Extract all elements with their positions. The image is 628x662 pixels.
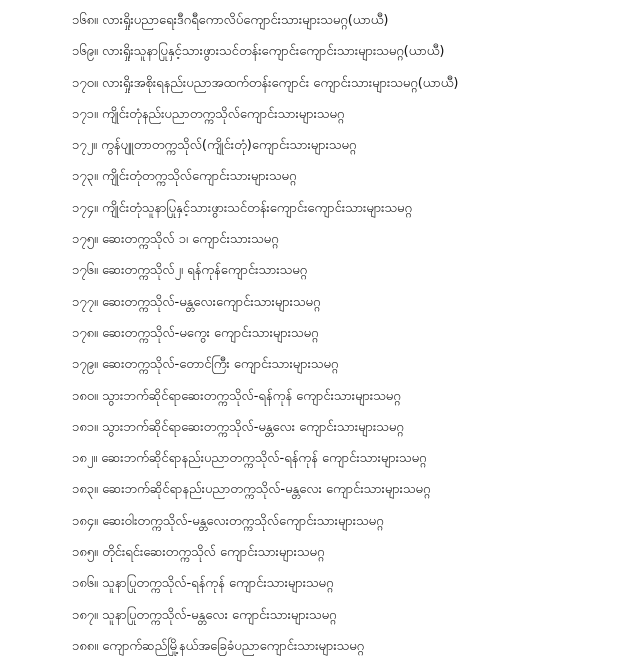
list-item: ၁၇၁။ ကျိုင်းတုံနည်းပညာတက္ကသိုလ်ကျောင်းသားများသမဂ္ဂ — [72, 106, 345, 122]
list-item: ၁၈၈။ ကျောက်ဆည်မြို့နယ်အခြေခံပညာကျောင်းသားများသမဂ္ဂ — [72, 638, 365, 654]
list-item: ၁၇၂။ ကွန်ပျူတာတက္ကသိုလ်(ကျိုင်းတုံ)ကျောင်းသားများသမဂ္ဂ — [72, 138, 357, 154]
list-item: ၁၈၇။ သူနာပြုတက္ကသိုလ်-မန္တလေး ကျောင်းသားများသမဂ္ဂ — [72, 607, 337, 623]
list-item: ၁၇၅။ ဆေးတက္ကသိုလ် ၁၊ ကျောင်းသားသမဂ္ဂ — [72, 232, 279, 248]
union-list — [72, 5, 458, 662]
list-item: ၁၈၀။ သွားဘက်ဆိုင်ရာဆေးတက္ကသိုလ်-ရန်ကုန် ကျောင်းသားများသမဂ္ဂ — [72, 388, 401, 404]
list-item: ၁၇၉။ ဆေးတက္ကသိုလ်-တောင်ကြီး ကျောင်းသားများသမဂ္ဂ — [72, 357, 339, 373]
list-item: ၁၈၂။ ဆေးဘက်ဆိုင်ရာနည်းပညာတက္ကသိုလ်-ရန်ကုန် ကျောင်းသားများသမဂ္ဂ — [72, 451, 427, 467]
list-item: ၁၇၈။ ဆေးတက္ကသိုလ်-မကွေး ကျောင်းသားများသမဂ္ဂ — [72, 325, 319, 341]
list-item: ၁၈၁။ သွားဘက်ဆိုင်ရာဆေးတက္ကသိုလ်-မန္တလေး ကျောင်းသားများသမဂ္ဂ — [72, 419, 404, 435]
list-item: ၁၈၄။ ဆေးဝါးတက္ကသိုလ်-မန္တလေးတက္ကသိုလ်ကျောင်းသားများသမဂ္ဂ — [72, 513, 384, 529]
list-item: ၁၇၇။ ဆေးတက္ကသိုလ်-မန္တလေးကျောင်းသားများသမဂ္ဂ — [72, 294, 321, 310]
list-item: ၁၆၉။ လားရှိုးသူနာပြုနှင့်သားဖွားသင်တန်းကျောင်းကျောင်းသားများသမဂ္ဂ(ယာယီ) — [72, 44, 445, 60]
list-item: ၁၇၆။ ဆေးတက္ကသိုလ်၂၊ ရန်ကုန်ကျောင်းသားသမဂ္ဂ — [72, 263, 308, 279]
list-item: ၁၇၀။ လားရှိုးအစိုးရနည်းပညာအထက်တန်းကျောင်း ကျောင်းသားများသမဂ္ဂ(ယာယီ) — [72, 75, 459, 91]
list-item: ၁၈၆။ သူနာပြုတက္ကသိုလ်-ရန်ကုန် ကျောင်းသားများသမဂ္ဂ — [72, 576, 334, 592]
list-item: ၁၇၃။ ကျိုင်းတုံတက္ကသိုလ်ကျောင်းသားများသမဂ္ဂ — [72, 169, 297, 185]
list-item: ၁၈၃။ ဆေးဘက်ဆိုင်ရာနည်းပညာတက္ကသိုလ်-မန္တလေး ကျောင်းသားများသမဂ္ဂ — [72, 482, 431, 498]
list-item: ၁၇၄။ ကျိုင်းတုံသူနာပြုနှင့်သားဖွားသင်တန်းကျောင်းကျောင်းသားများသမဂ္ဂ — [72, 200, 412, 216]
list-item: ၁၆၈။ လားရှိုးပညာရေးဒီဂရီကောလိပ်ကျောင်းသားများသမဂ္ဂ(ယာယီ) — [72, 13, 389, 28]
list-item: ၁၈၅။ တိုင်းရင်းဆေးတက္ကသိုလ် ကျောင်းသားများသမဂ္ဂ — [72, 545, 325, 561]
